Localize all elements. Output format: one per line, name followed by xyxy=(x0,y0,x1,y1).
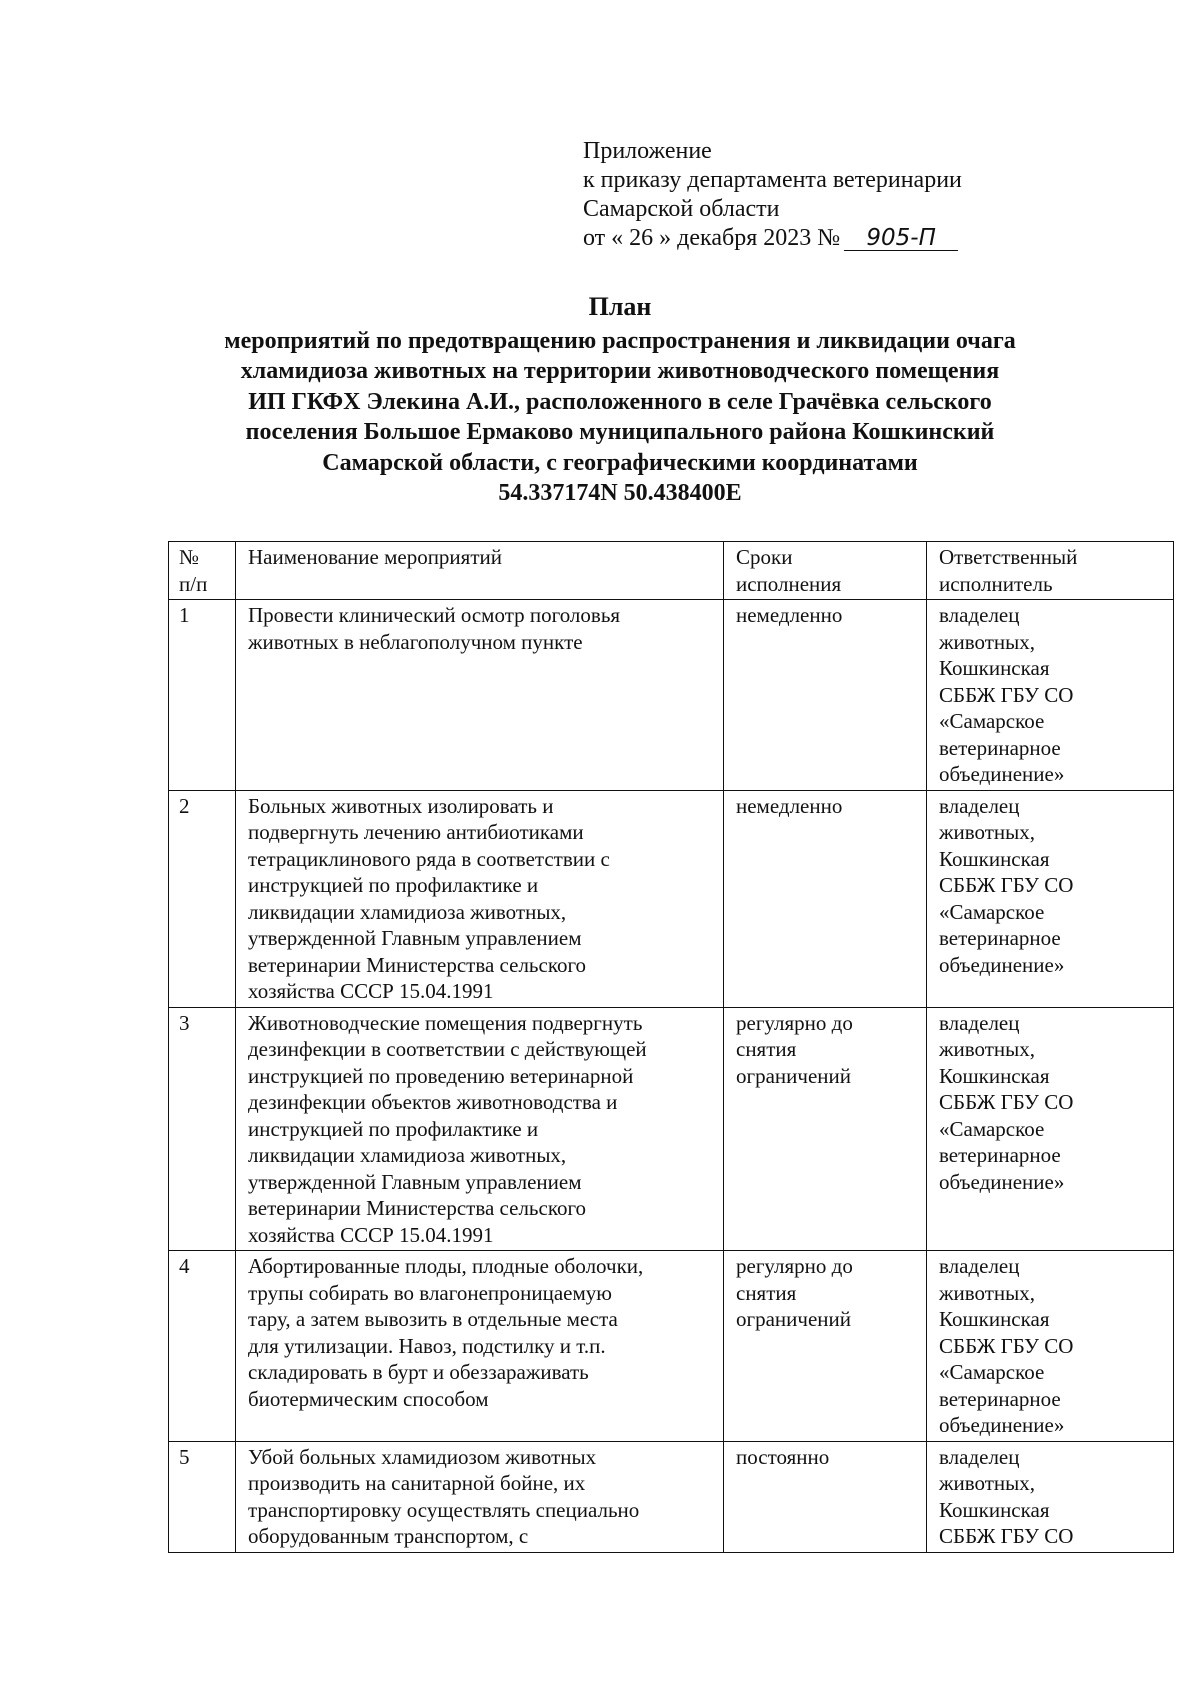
header-responsible-line: исполнитель xyxy=(939,571,1053,596)
order-number: 905-П xyxy=(844,226,958,251)
row-responsible-line: «Самарское xyxy=(939,899,1045,924)
title-line: мероприятий по предотвращению распространения и ликвидации очага xyxy=(224,327,1016,354)
header-terms xyxy=(724,542,927,600)
row-measure-line: Животноводческие помещения подвергнуть xyxy=(248,1010,643,1035)
row-measure-line: утвержденной Главным управлением xyxy=(248,1169,582,1194)
header-name xyxy=(236,542,724,600)
row-measure-line: ветеринарии Министерства сельского xyxy=(248,1196,587,1220)
row-terms-line: постоянно xyxy=(736,1444,830,1469)
row-terms-line: снятия xyxy=(736,1037,797,1061)
row-measure-line: хозяйства СССР 15.04.1991 xyxy=(248,979,494,1003)
row-terms xyxy=(724,600,927,791)
row-measure-line: ликвидации хламидиоза животных, xyxy=(248,899,567,924)
row-measure-line: ликвидации хламидиоза животных, xyxy=(248,1143,567,1167)
row-terms xyxy=(724,1251,927,1442)
row-terms-line: ограничений xyxy=(736,1063,852,1088)
row-responsible xyxy=(927,1007,1174,1251)
row-measure-line: Провести клинический осмотр поголовья xyxy=(248,603,621,627)
measures-table xyxy=(168,541,1174,1553)
row-responsible-line: объединение» xyxy=(939,952,1065,977)
row-measure xyxy=(236,600,724,791)
row-measure-line: дезинфекции в соответствии с действующей xyxy=(248,1037,647,1061)
appendix-date-line xyxy=(583,224,962,253)
row-number: 4 xyxy=(169,1251,236,1442)
header-terms-line: исполнения xyxy=(736,571,842,596)
row-responsible-line: «Самарское xyxy=(939,1360,1045,1384)
row-terms-line: снятия xyxy=(736,1280,797,1305)
title-line: Самарской области, с географическими координатами xyxy=(322,449,918,476)
row-responsible xyxy=(927,1441,1174,1552)
row-measure-line: для утилизации. Навоз, подстилку и т.п. xyxy=(248,1333,606,1358)
row-responsible-line: владелец xyxy=(939,603,1020,627)
row-responsible-line: объединение» xyxy=(939,762,1065,786)
row-terms-line: немедленно xyxy=(736,603,843,627)
row-measure xyxy=(236,790,724,1007)
row-measure-line: инструкцией по профилактике и xyxy=(248,873,539,897)
header-num-line: № xyxy=(179,545,200,569)
table-row xyxy=(169,1007,1174,1251)
header-responsible-line: Ответственный xyxy=(939,545,1078,569)
row-responsible-line: СББЖ ГБУ СО xyxy=(939,1090,1074,1114)
row-responsible-line: животных, xyxy=(939,1280,1036,1305)
row-measure-line: Убой больных хламидиозом животных xyxy=(248,1444,597,1469)
row-responsible-line: владелец xyxy=(939,1254,1020,1278)
appendix-block xyxy=(583,137,962,253)
row-measure-line: утвержденной Главным управлением xyxy=(248,926,582,950)
row-responsible-line: Кошкинская xyxy=(939,1063,1050,1088)
row-measure-line: подвергнуть лечению антибиотиками xyxy=(248,820,584,844)
table-row xyxy=(169,790,1174,1007)
row-measure xyxy=(236,1441,724,1552)
appendix-line: к приказу департамента ветеринарии xyxy=(583,167,962,193)
title-line: поселения Большое Ермаково муниципального района Кошкинский xyxy=(245,419,995,445)
row-responsible-line: животных, xyxy=(939,1037,1036,1061)
row-measure xyxy=(236,1007,724,1251)
row-responsible-line: СББЖ ГБУ СО xyxy=(939,1333,1074,1358)
row-responsible-line: владелец xyxy=(939,1010,1020,1035)
row-measure-line: ветеринарии Министерства сельского xyxy=(248,952,587,977)
row-measure-line: тетрациклинового ряда в соответствии с xyxy=(248,846,610,871)
row-responsible-line: ветеринарное xyxy=(939,735,1061,760)
row-responsible-line: «Самарское xyxy=(939,1116,1045,1141)
row-measure-line: животных в неблагополучном пункте xyxy=(248,629,583,654)
row-measure-line: производить на санитарной бойне, их xyxy=(248,1471,586,1495)
row-measure-line: инструкцией по профилактике и xyxy=(248,1116,539,1141)
row-terms xyxy=(724,790,927,1007)
title-line: ИП ГКФХ Элекина А.И., расположенного в селе Грачёвка сельского xyxy=(248,388,992,415)
row-responsible-line: владелец xyxy=(939,1444,1020,1469)
header-num xyxy=(169,542,236,600)
row-responsible-line: ветеринарное xyxy=(939,1143,1061,1167)
appendix-line: Самарской области xyxy=(583,196,780,222)
row-terms xyxy=(724,1007,927,1251)
table-row xyxy=(169,600,1174,791)
row-responsible-line: СББЖ ГБУ СО xyxy=(939,873,1074,897)
row-measure-line: тару, а затем вывозить в отдельные места xyxy=(248,1307,618,1331)
appendix-line: Приложение xyxy=(583,138,712,164)
row-responsible-line: объединение» xyxy=(939,1413,1065,1437)
row-number: 1 xyxy=(169,600,236,791)
table-row xyxy=(169,1441,1174,1552)
row-responsible-line: ветеринарное xyxy=(939,1386,1061,1411)
row-measure-line: Больных животных изолировать и xyxy=(248,793,554,818)
row-measure-line: биотермическим способом xyxy=(248,1386,489,1411)
row-responsible-line: объединение» xyxy=(939,1169,1065,1194)
title-plan: План xyxy=(588,292,652,321)
row-measure-line: Абортированные плоды, плодные оболочки, xyxy=(248,1254,644,1278)
title-line: хламидиоза животных на территории животноводческого помещения xyxy=(240,358,1000,384)
row-number: 2 xyxy=(169,790,236,1007)
document-title xyxy=(160,292,1080,509)
title-line: 54.337174N 50.438400E xyxy=(498,480,742,506)
header-terms-line: Сроки xyxy=(736,545,793,569)
row-responsible-line: животных, xyxy=(939,1471,1036,1495)
row-measure-line: складировать в бурт и обеззараживать xyxy=(248,1360,589,1384)
row-responsible-line: СББЖ ГБУ СО xyxy=(939,682,1074,707)
row-measure-line: транспортировку осуществлять специально xyxy=(248,1497,640,1522)
row-terms-line: регулярно до xyxy=(736,1010,853,1035)
row-responsible-line: животных, xyxy=(939,629,1036,654)
row-number: 5 xyxy=(169,1441,236,1552)
row-responsible-line: владелец xyxy=(939,793,1020,818)
row-measure-line: дезинфекции объектов животноводства и xyxy=(248,1090,618,1114)
row-responsible-line: Кошкинская xyxy=(939,1497,1050,1522)
row-responsible-line: «Самарское xyxy=(939,709,1045,733)
row-responsible xyxy=(927,790,1174,1007)
row-measure-line: хозяйства СССР 15.04.1991 xyxy=(248,1222,494,1247)
row-terms-line: немедленно xyxy=(736,793,843,818)
row-responsible xyxy=(927,600,1174,791)
row-measure-line: трупы собирать во влагонепроницаемую xyxy=(248,1280,612,1305)
row-responsible-line: Кошкинская xyxy=(939,656,1050,680)
row-measure xyxy=(236,1251,724,1442)
row-measure-line: инструкцией по проведению ветеринарной xyxy=(248,1063,634,1088)
header-name-line: Наименование мероприятий xyxy=(248,545,502,569)
row-responsible-line: Кошкинская xyxy=(939,846,1050,871)
row-terms xyxy=(724,1441,927,1552)
row-number: 3 xyxy=(169,1007,236,1251)
row-terms-line: регулярно до xyxy=(736,1254,853,1278)
row-responsible-line: СББЖ ГБУ СО xyxy=(939,1524,1074,1548)
row-terms-line: ограничений xyxy=(736,1307,852,1331)
table-row xyxy=(169,1251,1174,1442)
row-responsible-line: Кошкинская xyxy=(939,1307,1050,1331)
header-num-line: п/п xyxy=(179,571,208,596)
row-responsible-line: ветеринарное xyxy=(939,926,1061,950)
row-responsible xyxy=(927,1251,1174,1442)
date-text: от « 26 » декабря 2023 № xyxy=(583,225,841,251)
row-responsible-line: животных, xyxy=(939,820,1036,844)
header-responsible xyxy=(927,542,1174,600)
row-measure-line: оборудованным транспортом, с xyxy=(248,1524,529,1548)
table-header-row xyxy=(169,542,1174,600)
